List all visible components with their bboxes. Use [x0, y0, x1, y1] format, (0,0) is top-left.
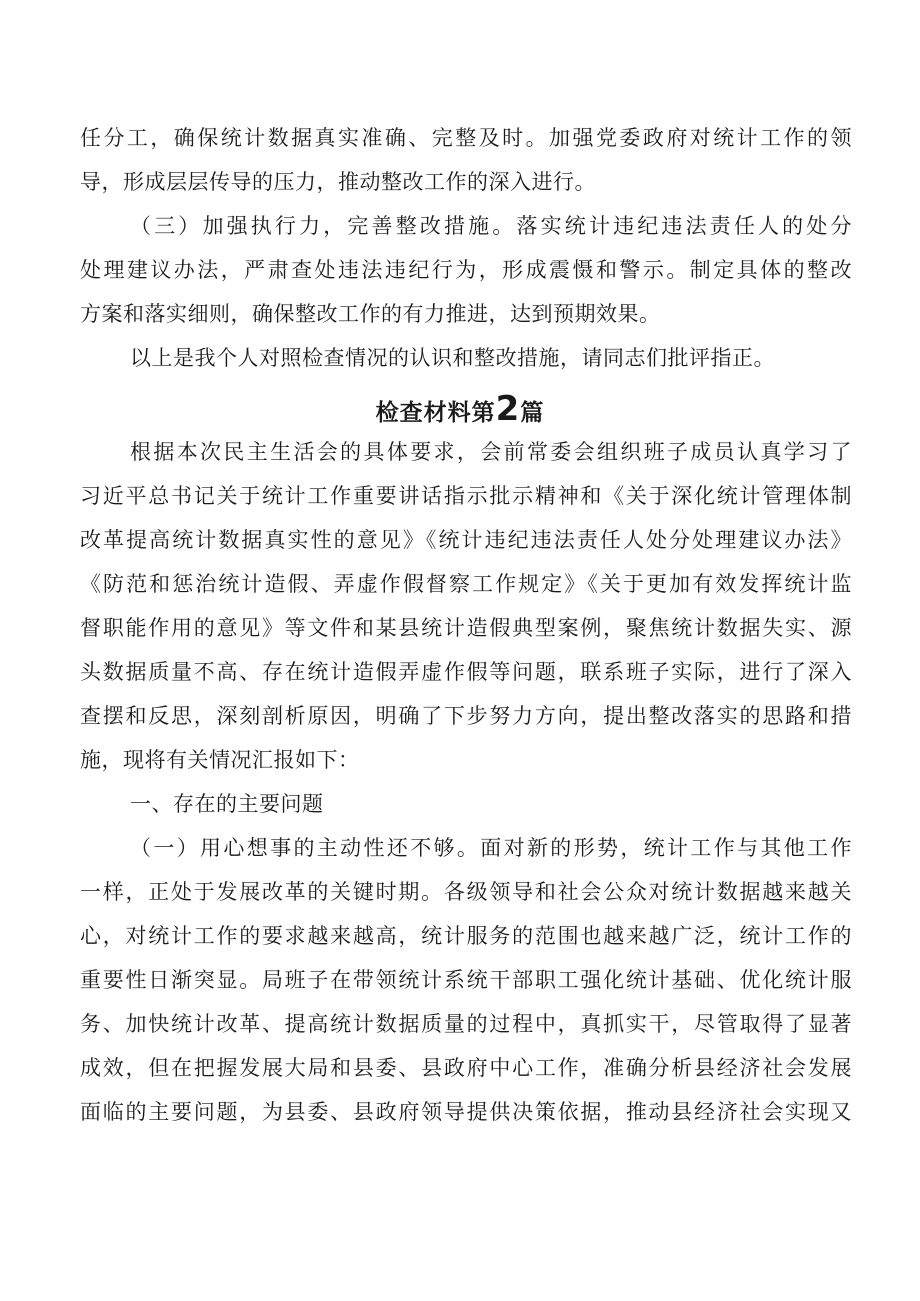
- paragraph-line: 一样，正处于发展改革的关键时期。各级领导和社会公众对统计数据越来越关: [80, 880, 852, 904]
- paragraph-line: 查摆和反思，深刻剖析原因，明确了下步努力方向，提出整改落实的思路和措: [80, 704, 852, 728]
- section-heading: 一、存在的主要问题: [130, 792, 324, 816]
- paragraph-line: （三）加强执行力，完善整改措施。落实统计违纪违法责任人的处分: [130, 214, 852, 238]
- paragraph-line: （一）用心想事的主动性还不够。面对新的形势，统计工作与其他工作: [130, 836, 852, 860]
- paragraph-line: 施，现将有关情况汇报如下：: [80, 748, 360, 772]
- paragraph-line: 任分工，确保统计数据真实准确、完整及时。加强党委政府对统计工作的领: [80, 126, 852, 150]
- paragraph-line: 《防范和惩治统计造假、弄虚作假督察工作规定》《关于更加有效发挥统计监: [80, 572, 852, 596]
- paragraph-line: 成效，但在把握发展大局和县委、县政府中心工作，准确分析县经济社会发展: [80, 1056, 852, 1080]
- paragraph-line: 务、加快统计改革、提高统计数据质量的过程中，真抓实干，尽管取得了显著: [80, 1012, 852, 1036]
- paragraph-line: 心，对统计工作的要求越来越高，统计服务的范围也越来越广泛，统计工作的: [80, 924, 852, 948]
- paragraph-line: 方案和落实细则，确保整改工作的有力推进，达到预期效果。: [80, 302, 661, 326]
- title-number: 2: [495, 389, 521, 429]
- section-title: [0, 389, 920, 430]
- title-suffix: 篇: [520, 400, 545, 426]
- title-text: 检查材料第: [375, 400, 496, 426]
- paragraph-line: 面临的主要问题，为县委、县政府领导提供决策依据，推动县经济社会实现又: [80, 1100, 852, 1124]
- paragraph-line: 习近平总书记关于统计工作重要讲话指示批示精神和《关于深化统计管理体制: [80, 484, 852, 508]
- paragraph-line: 督职能作用的意见》等文件和某县统计造假典型案例，聚焦统计数据失实、源: [80, 616, 852, 640]
- paragraph-line: 根据本次民主生活会的具体要求，会前常委会组织班子成员认真学习了: [130, 440, 852, 464]
- paragraph-line: 重要性日渐突显。局班子在带领统计系统干部职工强化统计基础、优化统计服: [80, 968, 852, 992]
- paragraph-line: 改革提高统计数据真实性的意见》《统计违纪违法责任人处分处理建议办法》: [80, 528, 852, 552]
- paragraph-line: 处理建议办法，严肃查处违法违纪行为，形成震慑和警示。制定具体的整改: [80, 258, 852, 282]
- paragraph-line: 导，形成层层传导的压力，推动整改工作的深入进行。: [80, 170, 596, 194]
- paragraph-line: 以上是我个人对照检查情况的认识和整改措施，请同志们批评指正。: [130, 346, 775, 370]
- paragraph-line: 头数据质量不高、存在统计造假弄虚作假等问题，联系班子实际，进行了深入: [80, 660, 852, 684]
